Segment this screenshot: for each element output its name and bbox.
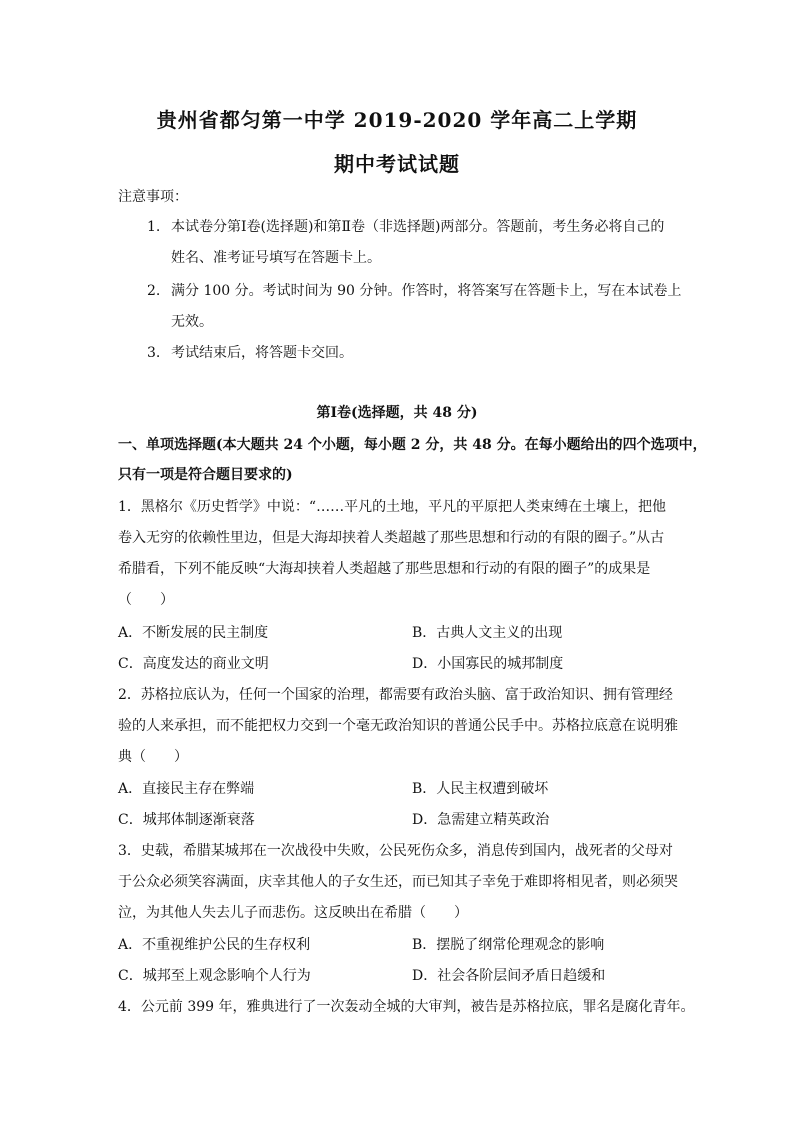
question-3-option-d: D．社会各阶层间矛盾日趋缓和: [412, 968, 606, 984]
question-1-option-b: B．古典人文主义的出现: [412, 625, 563, 641]
question-2-line: 典（ ）: [118, 749, 188, 765]
notice-item-text: 考试结束后，将答题卡交回。: [171, 345, 353, 361]
notice-item-number: 3.: [147, 345, 161, 361]
section-instruction-line1: 一、单项选择题(本大题共 24 个小题，每小题 2 分，共 48 分。在每小题给出的四个选项中，: [118, 437, 707, 453]
notice-heading: 注意事项：: [118, 189, 188, 205]
question-1-line: （ ）: [118, 592, 174, 608]
section-title: 第Ⅰ卷(选择题，共 48 分): [316, 405, 478, 421]
notice-item-2: [147, 281, 712, 301]
question-2-option-a: A．直接民主存在弊端: [118, 781, 255, 797]
question-1-line: 卷入无穷的依赖性里边，但是大海却挟着人类超越了那些思想和行动的有限的圈子。”从古: [118, 530, 665, 546]
question-3-line: 3．史载，希腊某城邦在一次战役中失败，公民死伤众多，消息传到国内，战死者的父母对: [118, 843, 673, 859]
notice-item-1: [147, 217, 712, 237]
notice-item-text: 本试卷分第Ⅰ卷(选择题)和第Ⅱ卷（非选择题)两部分。答题前，考生务必将自己的: [171, 219, 665, 235]
notice-item-1-cont: 姓名、准考证号填写在答题卡上。: [171, 250, 381, 266]
question-2-option-d: D．急需建立精英政治: [412, 812, 550, 828]
question-3-line: 于公众必须笑容满面，庆幸其他人的子女生还，而已知其子幸免于难即将相见者，则必须哭: [118, 874, 678, 890]
exam-title-line1: 贵州省都匀第一中学 2019-2020 学年高二上学期: [156, 108, 638, 132]
question-2-line: 2．苏格拉底认为，任何一个国家的治理，都需要有政治头脑、富于政治知识、拥有管理经: [118, 687, 673, 703]
question-2-line: 验的人来承担，而不能把权力交到一个毫无政治知识的普通公民手中。苏格拉底意在说明雅: [118, 718, 678, 734]
question-1-option-a: A．不断发展的民主制度: [118, 625, 269, 641]
section-instruction-line2: 只有一项是符合题目要求的): [118, 467, 293, 483]
question-3-option-a: A．不重视维护公民的生存权利: [118, 937, 311, 953]
question-2-option-b: B．人民主权遭到破坏: [412, 781, 549, 797]
question-3-line: 泣，为其他人失去儿子而悲伤。这反映出在希腊（ ）: [118, 905, 468, 921]
question-3-option-c: C．城邦至上观念影响个人行为: [118, 968, 311, 984]
question-1-line: 希腊看，下列不能反映“大海却挟着人类超越了那些思想和行动的有限的圈子”的成果是: [118, 561, 651, 577]
notice-item-number: 2.: [147, 283, 161, 299]
question-1-line: 1．黑格尔《历史哲学》中说：“……平凡的土地，平凡的平原把人类束缚在土壤上，把他: [118, 499, 667, 515]
exam-title-line2: 期中考试试题: [334, 152, 460, 176]
notice-item-2-cont: 无效。: [171, 314, 213, 330]
question-2-option-c: C．城邦体制逐渐衰落: [118, 812, 255, 828]
notice-item-3: [147, 343, 712, 363]
question-1-option-c: C．高度发达的商业文明: [118, 656, 269, 672]
notice-item-number: 1.: [147, 219, 161, 235]
question-3-option-b: B．摆脱了纲常伦理观念的影响: [412, 937, 605, 953]
notice-item-text: 满分 100 分。考试时间为 90 分钟。作答时，将答案写在答题卡上，写在本试卷上: [171, 283, 682, 299]
question-4-line: 4．公元前 399 年，雅典进行了一次轰动全城的大审判，被告是苏格拉底，罪名是腐化青年。: [118, 999, 695, 1015]
question-1-option-d: D．小国寡民的城邦制度: [412, 656, 564, 672]
